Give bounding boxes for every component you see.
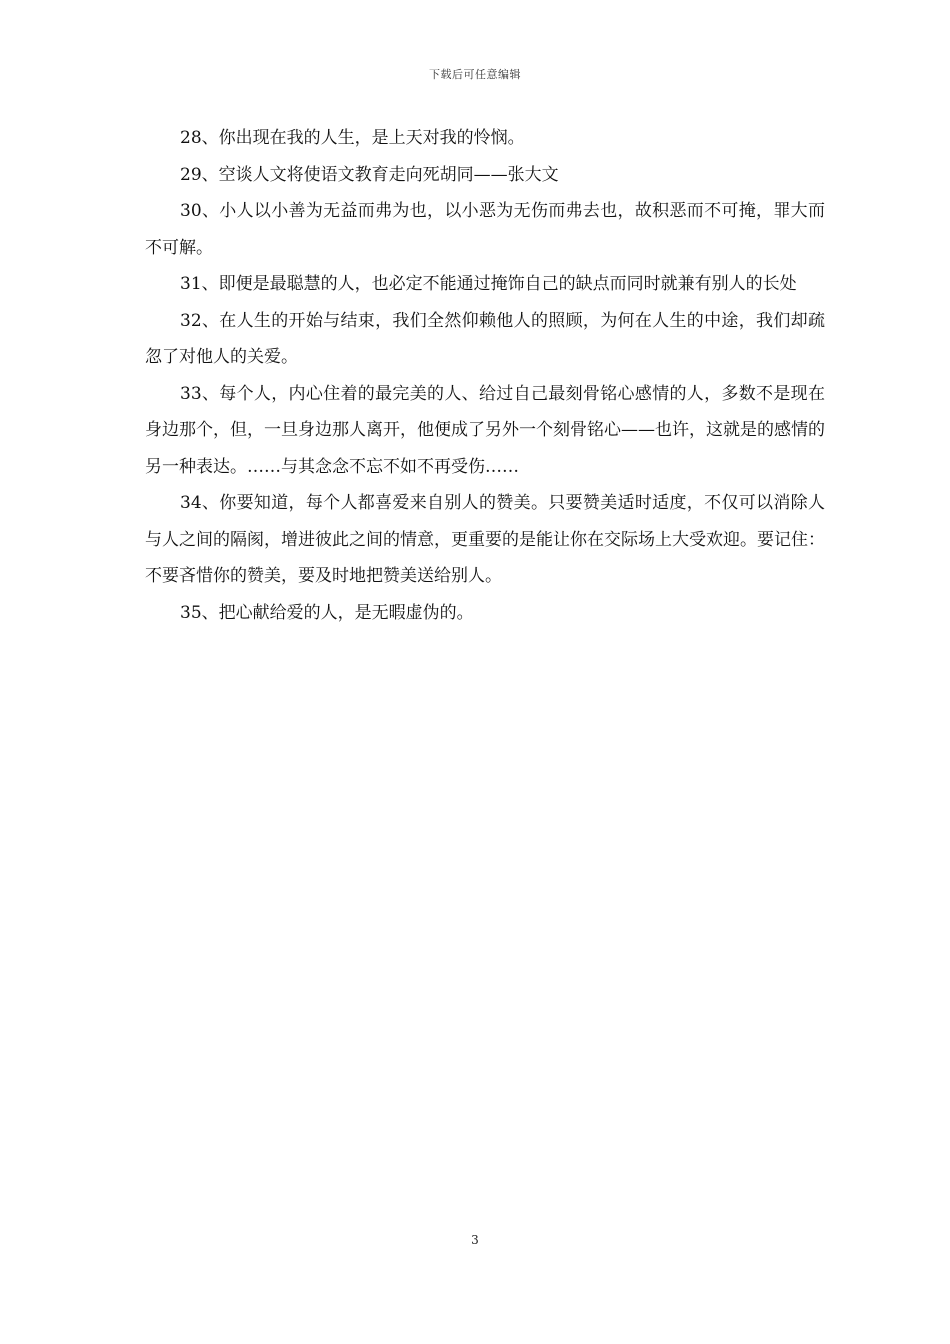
paragraph-32: 32、在人生的开始与结束，我们全然仰赖他人的照顾，为何在人生的中途，我们却疏忽了对他人的关爱。 — [145, 310, 825, 367]
page-number: 3 — [471, 1233, 479, 1247]
page-header: 下载后可任意编辑 — [429, 68, 521, 81]
document-body — [145, 120, 825, 631]
paragraph-29: 29、空谈人文将使语文教育走向死胡同——张大文 — [180, 164, 559, 185]
paragraph-30: 30、小人以小善为无益而弗为也，以小恶为无伤而弗去也，故积恶而不可掩，罪大而不可解。 — [145, 201, 825, 258]
paragraph-28: 28、你出现在我的人生，是上天对我的怜悯。 — [180, 128, 525, 148]
paragraph-35: 35、把心献给爱的人，是无暇虚伪的。 — [180, 602, 474, 623]
paragraph-31: 31、即便是最聪慧的人，也必定不能通过掩饰自己的缺点而同时就兼有别人的长处 — [180, 274, 797, 294]
paragraph-33: 33、每个人，内心住着的最完美的人、给过自己最刻骨铭心感情的人，多数不是现在身边那个，但，一旦身边那人离开，他便成了另外一个刻骨铭心——也许，这就是的感情的另一种表达。……与其念念不忘不如不再受伤…… — [145, 383, 825, 477]
paragraph-34: 34、你要知道，每个人都喜爱来自别人的赞美。只要赞美适时适度，不仅可以消除人与人之间的隔阂，增进彼此之间的情意，更重要的是能让你在交际场上大受欢迎。要记住：不要吝惜你的赞美，要及时地把赞美送给别人。 — [145, 493, 825, 586]
